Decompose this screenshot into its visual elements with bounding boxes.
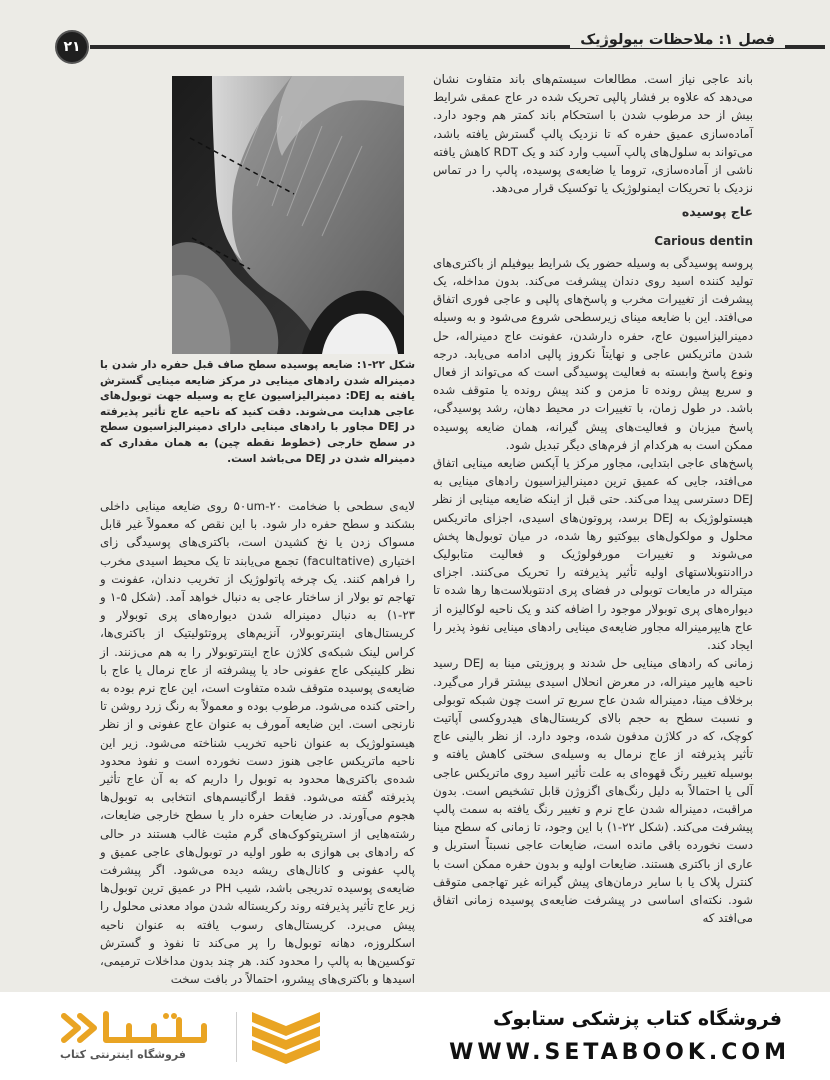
paragraph: پاسخ‌های عاجی ابتدایی، مجاور مرکز یا آپکس ضایعه مینایی اتفاق می‌افتد، جایی که عمیق ترین دمینرالیزاسیون رادهای مینایی به DEJ دسترسی پیدا می‌کند. حتی قبل از اینکه ضایعه مینایی از نظر هیستولوژیک به DEJ برسد، پروتون‌های اسیدی، اجزای ماتریکس محلول و مولکول‌های بیوکتیو رها شده، در میان توبول‌ها پخش می‌شوند و تغییرات مورفولوژیک و فعالیت متابولیک دراادنتوبلاستهای اولیه تأثیر پذیرفته را تحریک می‌کنند. اجزای میتراله در مایعات توبولی در فضای پری ادنتوبلاست‌ها رها شده تا دیواره‌های پری توبولار موجود را اضافه کند و یک ناحیه لوکالیزه از عاج هایپرمینراله مجاور ضایعه‌ی مینایی رادهای مینایی نفوذ پذیر را ایجاد کند. <box>433 456 753 653</box>
banner-divider <box>236 1012 237 1062</box>
section-heading-fa: عاج پوسیده <box>681 204 753 220</box>
page-header <box>55 30 825 66</box>
section-heading-en: Carious dentin <box>654 233 753 248</box>
setabook-logo-mark <box>54 1006 224 1052</box>
right-column <box>433 70 753 927</box>
store-url-link[interactable]: WWW.SETABOOK.COM <box>449 1040 790 1065</box>
store-title: فروشگاه کتاب پزشکی ستابوک <box>492 1008 782 1030</box>
left-column <box>100 497 415 988</box>
logo-subtitle: فروشگاه اینترنتی کتاب <box>60 1048 186 1061</box>
chevron-stack-icon <box>248 1008 324 1068</box>
tooth-section-figure <box>172 76 404 354</box>
store-banner <box>0 992 830 1080</box>
tooth-section-image <box>172 76 404 354</box>
page-number: ۲۱ <box>55 30 89 64</box>
chapter-title: فصل ۱: ملاحظات بیولوژیک <box>570 32 785 48</box>
paragraph: زمانی که رادهای مینایی حل شدند و پروزیتی مینا به DEJ رسید ناحیه هایپر مینراله، در معرض انحلال اسیدی بیشتر قرار می‌گیرد. برخلاف مینا، دمینراله شدن عاج سریع تر است چون شبکه توبولی و نسبت سطح به حجم بالای کریستال‌های هیدروکسی آپاتیت کوچک، که در کلاژن مدفون شده، وجود دارد. از نظر بالینی عاج تأثیر پذیرفته از عاج نرمال به وسیله‌ی سختی کاهش یافته و بوسیله تغییر رنگ قهوه‌ای به علت تأثیر اسید روی ماتریکس عاجی آلی یا احتمالاً به دلیل رنگ‌های اگزوژن قابل تشخیص است. بدون مراقبت، دمینراله شدن عاج نرم و تغییر رنگ یافته به سمت پالپ پیشرفت می‌کند. (شکل ۲۲-۱) با این وجود، تا زمانی که سطح مینا دست نخورده باقی مانده است، ضایعات عاجی نسبتاً استریل و عاری از باکتری هستند. ضایعات اولیه و بدون حفره ممکن است با کنترل پلاک یا با سایر درمان‌های پیش گیرانه غیر تهاجمی متوقف شود. نکته‌ای اساسی در پیشرفت ضایعه‌ی پوسیده زمانی اتفاق می‌افتد که <box>433 656 754 926</box>
figure-caption: شکل ۲۲-۱: ضایعه پوسیده سطح صاف قبل حفره دار شدن با دمینراله شدن رادهای مینایی در مرکز ضایعه مینایی گسترش یافته به DEJ: دمینرالیزاسیون عاج به وسیله جهت توبول‌های عاجی هدایت می‌شوند. دقت کنید که ناحیه عاج تأثیر پذیرفته در DEJ مجاور با رادهای مینایی دارای دمینرالیزاسیون سطح در سطح خارجی (خطوط نقطه چین) به همان مقداری که دمینراله شدن در DEJ می‌باشد است. <box>100 359 415 465</box>
paragraph: لایه‌ی سطحی با ضخامت ۲۰-۵۰um روی ضایعه مینایی داخلی بشکند و سطح حفره دار شود. با این نقص که معمولاً غیر قابل مسواک زدن یا نخ کشیدن است، باکتری‌های پوسیدگی زای اختیاری (facultative) تجمع می‌یابند تا یک محیط اسیدی مخرب را فراهم کنند. یک چرخه پاتولوژیک از تخریب دندان، عفونت و تهاجم تو بولار از ساختار عاجی به دنبال خواهد آمد. (شکل ۵-۱ و ۲۳-۱) به دنبال دمینراله شدن دیواره‌های پری توبولار و کریستال‌های اینترتوبولار، آنزیم‌های پروتئولیتیک از باکتری‌ها، کراس لینک شبکه‌ی کلاژن عاج اینترتوبولار را به هم می‌زنند. از نظر کلینیکی عاج عفونی حاد یا پیشرفته از عاج نرمال یا عاج با ضایعه‌ی پوسیده متوقف شده متفاوت است، این عاج نرم بوده به راحتی کنده می‌شود. مرطوب بوده و معمولاً به رنگ زرد روشن تا نارنجی است. این ضایعه آمورف به عنوان عاج عفونی و از نظر هیستولوژیک به عنوان ناحیه تخریب شناخته می‌شود. زیر این ناحیه ماتریکس عاجی هنوز دست نخورده است و نفوذ محدود شده‌ی باکتری‌ها محدود به توبول را داریم که به آن عاج تأثیر پذیرفته گفته می‌شود. فقط ارگانیسم‌های انتخابی به توبول‌ها هجوم می‌آورند. در ضایعات حفره دار یا سطح خارجی ضایعات، رشته‌هایی از استرپتوکوک‌های گرم مثبت غالب هستند در حالی که رادهای بی هوازی به طور اولیه در توبول‌های عاجی عمیق و پالپ عفونی و کانال‌های ریشه دیده می‌شود. اگر پیشرفت ضایعه‌ی پوسیده تدریجی باشد، شیب PH در عمیق ترین توبول‌ها زیر عاج تأثیر پذیرفته روند رکریستاله شدن مواد معدنی محلول را پیش می‌برد. کریستال‌های رسوب یافته به عنوان ناحیه اسکلروزه، دهانه توبول‌ها را پر می‌کند تا نفوذ و گسترش توکسین‌ها به پالپ را محدود کند. هر چند بدون مداخلات ترمیمی، اسیدها و باکتری‌های پیشرو، احتمالاً در بافت سخت <box>100 499 415 987</box>
paragraph: باند عاجی نیاز است. مطالعات سیستم‌های باند متفاوت نشان می‌دهد که علاوه بر فشار پالپی تحریک شده در عاج عمقی شرایط بیش از حد مرطوب شدن با استحکام باند کمتر هم وجود دارد. آماده‌سازی عمیق حفره که تا نزدیک پالپ گسترش یافته باشد، می‌تواند به سلول‌های پالپ آسیب وارد کند و یک RDT کاهش یافته ناشی از آماده‌سازی، تروما یا ضایعه‌ی پوسیده، پالپ را در تماس نزدیک با تحریکات ایمنولوژیک یا توکسیک قرار می‌دهد. <box>433 72 753 196</box>
paragraph: پروسه پوسیدگی به وسیله حضور یک شرایط بیوفیلم از باکتری‌های تولید کننده اسید روی دندان پیشرفت می‌کند. بدون مداخله، یک پیشرفت از تغییرات مخرب و پاسخ‌های پالپی و عاجی فوری اتفاق می‌افتد. این با ضایعه مینای زیرسطحی شروع می‌شود و به وسیله دمینرالیزاسیون عاج، حفره دارشدن، عفونت عاج دمینراله، حل شدن ماتریکس عاجی و نهایتاً نکروز پالپی ادامه می‌یابد. درجه ونوع پاسخ وابسته به فعالیت پوسیدگی است که می‌تواند از فعال و سریع پیش رونده تا مزمن و کند پیش رونده یا متوقف شده باشد. در طول زمان، با تغییرات در محیط دهان، رشد پوسیدگی، پاسخ میزبان و فعالیت‌های پیش گیرانه، همان ضایعه پوسیده ممکن است به هرکدام از فرم‌های دیگر تبدیل شود. <box>433 255 753 452</box>
